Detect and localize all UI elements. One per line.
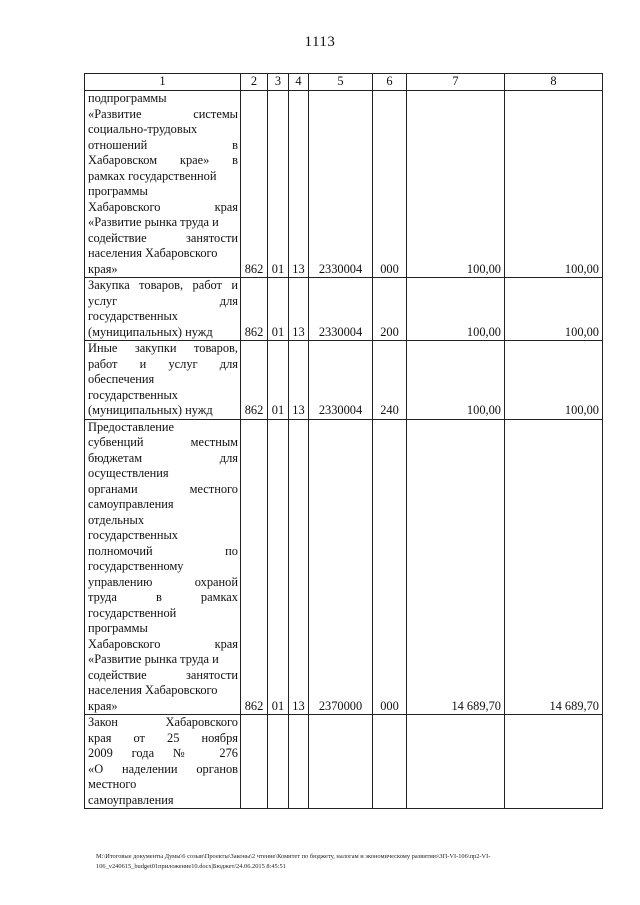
- amount-col-8: 100,00: [505, 91, 603, 278]
- description-line: края»: [88, 261, 118, 276]
- description-line: Закон Хабаровского: [88, 715, 238, 729]
- code-3: 01: [268, 419, 289, 715]
- description-line: края от 25 ноября: [88, 730, 238, 745]
- description-line: содействие занятости: [88, 230, 238, 245]
- description-line: рамках государственной: [88, 168, 217, 183]
- description-line: полномочий по: [88, 543, 238, 558]
- row-description: [85, 91, 241, 278]
- footer-line-1: M:\Итоговые документы Думы\6 созыв\Проекты\Законы\2 чтение\Комитет по бюджету, налогам и экономическому развитию\ЗП-VI-106\пр2-VI-: [96, 853, 491, 860]
- table-row: [85, 715, 603, 809]
- target-article: 2330004: [309, 91, 373, 278]
- expense-type: [373, 715, 407, 809]
- code-4: 13: [289, 91, 309, 278]
- description-line: (муниципальных) нужд: [88, 324, 213, 339]
- expense-type: 000: [373, 419, 407, 715]
- column-header: 7: [407, 74, 505, 91]
- code-4: 13: [289, 419, 309, 715]
- row-description: [85, 419, 241, 715]
- table-row: [85, 419, 603, 715]
- code-3: [268, 715, 289, 809]
- code-2: 862: [241, 341, 268, 420]
- description-line: населения Хабаровского: [88, 246, 218, 260]
- description-line: 2009 года № 276: [88, 746, 238, 760]
- description-line: бюджетам для: [88, 450, 238, 465]
- description-line: самоуправления: [88, 792, 174, 807]
- code-4: 13: [289, 278, 309, 341]
- amount-col-7: 100,00: [407, 91, 505, 278]
- description-line: содействие занятости: [88, 667, 238, 682]
- column-header: 2: [241, 74, 268, 91]
- expense-type: 000: [373, 91, 407, 278]
- column-header: 4: [289, 74, 309, 91]
- column-header: 3: [268, 74, 289, 91]
- description-line: населения Хабаровского: [88, 683, 218, 697]
- table-header-row: [85, 74, 603, 91]
- code-2: 862: [241, 91, 268, 278]
- amount-col-7: 14 689,70: [407, 419, 505, 715]
- description-line: программы: [88, 621, 148, 635]
- row-description: [85, 278, 241, 341]
- row-description: [85, 341, 241, 420]
- description-line: государственных: [88, 309, 179, 323]
- description-line: местного: [88, 777, 137, 791]
- code-2: [241, 715, 268, 809]
- table-row: [85, 341, 603, 420]
- amount-col-7: [407, 715, 505, 809]
- amount-col-7: 100,00: [407, 341, 505, 420]
- table-row: [85, 91, 603, 278]
- column-header: 6: [373, 74, 407, 91]
- code-4: [289, 715, 309, 809]
- description-line: подпрограммы: [88, 91, 167, 105]
- description-line: отношений в: [88, 137, 238, 152]
- description-line: (муниципальных) нужд: [88, 403, 213, 417]
- description-line: услуг для: [88, 293, 238, 308]
- target-article: [309, 715, 373, 809]
- description-line: Предоставление: [88, 419, 174, 434]
- description-line: обеспечения: [88, 372, 155, 386]
- description-line: Хабаровского края: [88, 636, 238, 651]
- amount-col-8: 100,00: [505, 341, 603, 420]
- target-article: 2330004: [309, 341, 373, 420]
- description-line: «О наделении органов: [88, 761, 238, 776]
- description-line: труда в рамках: [88, 590, 238, 604]
- file-path-footer: [96, 852, 636, 871]
- description-line: Закупка товаров, работ и: [88, 278, 238, 292]
- budget-table: [84, 73, 603, 809]
- table-row: [85, 278, 603, 341]
- description-line: осуществления: [88, 466, 169, 480]
- description-line: «Развитие рынка труда и: [88, 652, 219, 666]
- description-line: самоуправления: [88, 497, 174, 511]
- amount-col-8: 14 689,70: [505, 419, 603, 715]
- target-article: 2370000: [309, 419, 373, 715]
- code-4: 13: [289, 341, 309, 420]
- description-line: государственной: [88, 605, 177, 620]
- amount-col-8: 100,00: [505, 278, 603, 341]
- description-line: субвенций местным: [88, 435, 238, 449]
- code-3: 01: [268, 278, 289, 341]
- row-description: [85, 715, 241, 809]
- page-number: 1113: [304, 34, 336, 50]
- code-2: 862: [241, 278, 268, 341]
- column-header: 1: [85, 74, 241, 91]
- description-line: «Развитие системы: [88, 106, 238, 121]
- description-line: края»: [88, 698, 118, 713]
- description-line: государственному: [88, 559, 184, 573]
- description-line: Хабаровского края: [88, 199, 238, 214]
- description-line: социально-трудовых: [88, 122, 198, 136]
- description-line: программы: [88, 184, 148, 198]
- code-2: 862: [241, 419, 268, 715]
- expense-type: 240: [373, 341, 407, 420]
- amount-col-8: [505, 715, 603, 809]
- description-line: Иные закупки товаров,: [88, 341, 238, 355]
- description-line: управлению охраной: [88, 574, 238, 589]
- footer-line-2: 106_v240615_budget01приложение10.docx|Бюджет/24.06.2015 8:45:51: [96, 862, 286, 870]
- target-article: 2330004: [309, 278, 373, 341]
- amount-col-7: 100,00: [407, 278, 505, 341]
- code-3: 01: [268, 91, 289, 278]
- description-line: «Развитие рынка труда и: [88, 215, 219, 229]
- expense-type: 200: [373, 278, 407, 341]
- column-header: 8: [505, 74, 603, 91]
- code-3: 01: [268, 341, 289, 420]
- description-line: органами местного: [88, 481, 238, 496]
- description-line: работ и услуг для: [88, 356, 238, 371]
- description-line: государственных: [88, 528, 179, 542]
- description-line: Хабаровском крае» в: [88, 153, 238, 167]
- description-line: государственных: [88, 387, 179, 402]
- description-line: отдельных: [88, 512, 145, 527]
- column-header: 5: [309, 74, 373, 91]
